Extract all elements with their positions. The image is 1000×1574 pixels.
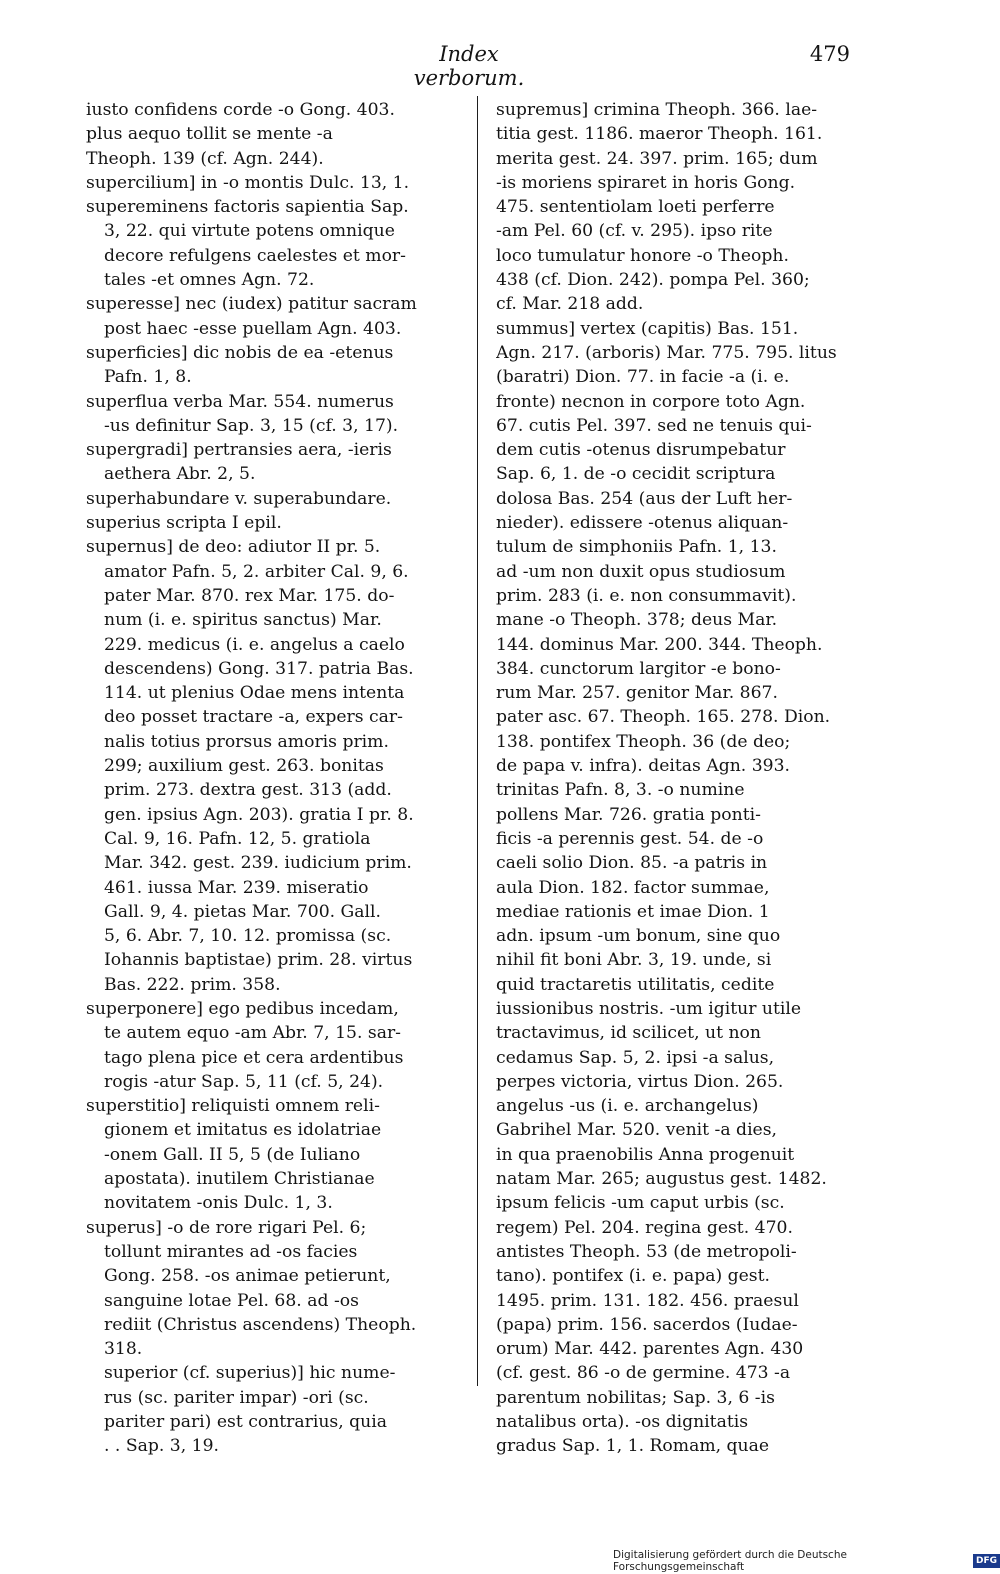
index-text-line: regem) Pel. 204. regina gest. 470.: [496, 1217, 793, 1238]
footer-credit: Digitalisierung gefördert durch die Deutsche Forschungsgemeinschaft: [613, 1549, 847, 1573]
index-text-line: merita gest. 24. 397. prim. 165; dum: [496, 148, 818, 169]
index-text-line: iusto confidens corde -o Gong. 403.: [86, 100, 395, 120]
page-number: 479: [809, 42, 850, 66]
index-text-line: apostata). inutilem Christianae: [104, 1169, 375, 1190]
index-text-line: nieder). edissere -otenus aliquan-: [496, 513, 789, 534]
index-text-line: angelus -us (i. e. archangelus): [496, 1096, 759, 1117]
index-entry-line: superius scripta I epil.: [86, 513, 282, 534]
index-text-line: tano). pontifex (i. e. papa) gest.: [496, 1266, 770, 1287]
index-text-line: gionem et imitatus es idolatriae: [104, 1120, 382, 1141]
index-text-line: rum Mar. 257. genitor Mar. 867.: [496, 683, 778, 704]
index-text-line: num (i. e. spiritus sanctus) Mar.: [104, 610, 382, 631]
running-title: Index verborum.: [413, 42, 525, 90]
index-text-line: supremus] crimina Theoph. 366. lae-: [496, 100, 818, 120]
index-text-line: in qua praenobilis Anna progenuit: [496, 1144, 795, 1165]
index-text-line: -am Pel. 60 (cf. v. 295). ipso rite: [496, 221, 773, 242]
index-text-line: mediae rationis et imae Dion. 1: [496, 901, 770, 922]
index-text-line: pollens Mar. 726. gratia ponti-: [496, 804, 761, 825]
index-text-line: Cal. 9, 16. Pafn. 12, 5. gratiola: [104, 828, 371, 849]
index-text-line: rus (sc. pariter impar) -ori (sc.: [104, 1387, 369, 1408]
index-text-line: mane -o Theoph. 378; deus Mar.: [496, 610, 778, 631]
index-text-line: novitatem -onis Dulc. 1, 3.: [104, 1193, 333, 1214]
index-text-line: . . Sap. 3, 19.: [104, 1436, 220, 1457]
index-text-line: -is moriens spiraret in horis Gong.: [496, 172, 796, 193]
index-text-line: 299; auxilium gest. 263. bonitas: [104, 756, 384, 777]
index-text-line: tractavimus, id scilicet, ut non: [496, 1023, 761, 1044]
index-text-line: descendens) Gong. 317. patria Bas.: [104, 658, 414, 679]
index-text-line: parentum nobilitas; Sap. 3, 6 -is: [496, 1387, 775, 1408]
index-text-line: Theoph. 139 (cf. Agn. 244).: [86, 148, 324, 169]
index-entry-line: superus] -o de rore rigari Pel. 6;: [86, 1217, 367, 1238]
index-text-line: -us definitur Sap. 3, 15 (cf. 3, 17).: [104, 415, 399, 436]
index-entry-line: supercilium] in -o montis Dulc. 13, 1.: [86, 172, 410, 193]
index-entry-line: supereminens factoris sapientia Sap.: [86, 197, 409, 218]
index-text-line: pater asc. 67. Theoph. 165. 278. Dion.: [496, 707, 831, 728]
index-text-line: (cf. gest. 86 -o de germine. 473 -a: [496, 1363, 791, 1384]
index-text-line: natalibus orta). -os dignitatis: [496, 1412, 749, 1433]
index-text-line: fronte) necnon in corpore toto Agn.: [496, 391, 806, 412]
index-text-line: pater Mar. 870. rex Mar. 175. do-: [104, 585, 395, 606]
index-entry-line: superhabundare v. superabundare.: [86, 488, 392, 509]
index-text-line: -onem Gall. II 5, 5 (de Iuliano: [104, 1144, 361, 1165]
index-text-line: Sap. 6, 1. de -o cecidit scriptura: [496, 464, 776, 485]
index-entry-line: supergradi] pertransies aera, -ieris: [86, 440, 392, 461]
index-entry-line: superflua verba Mar. 554. numerus: [86, 391, 394, 412]
index-text-line: aethera Abr. 2, 5.: [104, 464, 256, 485]
index-text-line: amator Pafn. 5, 2. arbiter Cal. 9, 6.: [104, 561, 409, 582]
index-text-line: titia gest. 1186. maeror Theoph. 161.: [496, 124, 823, 145]
index-text-line: Bas. 222. prim. 358.: [104, 974, 281, 995]
index-text-line: 384. cunctorum largitor -e bono-: [496, 658, 781, 679]
index-text-line: cedamus Sap. 5, 2. ipsi -a salus,: [496, 1047, 775, 1068]
index-text-line: Gall. 9, 4. pietas Mar. 700. Gall.: [104, 901, 381, 922]
index-text-line: quid tractaretis utilitatis, cedite: [496, 974, 775, 995]
index-text-line: 138. pontifex Theoph. 36 (de deo;: [496, 731, 791, 752]
index-text-line: caeli solio Dion. 85. -a patris in: [496, 853, 768, 874]
index-entry-line: supernus] de deo: adiutor II pr. 5.: [86, 537, 381, 558]
index-text-line: post haec -esse puellam Agn. 403.: [104, 318, 402, 339]
index-text-line: dem cutis -otenus disrumpebatur: [496, 440, 786, 461]
index-text-line: prim. 283 (i. e. non consummavit).: [496, 585, 797, 606]
index-text-line: tollunt mirantes ad -os facies: [104, 1241, 358, 1262]
index-text-line: tago plena pice et cera ardentibus: [104, 1047, 404, 1068]
index-text-line: tales -et omnes Agn. 72.: [104, 270, 315, 291]
index-text-line: nalis totius prorsus amoris prim.: [104, 731, 389, 752]
index-text-line: superior (cf. superius)] hic nume-: [104, 1363, 396, 1384]
index-text-line: de papa v. infra). deitas Agn. 393.: [496, 756, 791, 777]
index-text-line: 114. ut plenius Odae mens intenta: [104, 683, 405, 704]
index-text-line: 475. sententiolam loeti perferre: [496, 197, 775, 218]
index-text-line: summus] vertex (capitis) Bas. 151.: [496, 318, 799, 339]
index-text-line: 1495. prim. 131. 182. 456. praesul: [496, 1290, 799, 1311]
index-text-line: 438 (cf. Dion. 242). pompa Pel. 360;: [496, 270, 810, 291]
index-text-line: trinitas Pafn. 8, 3. -o numine: [496, 780, 745, 801]
index-text-line: 144. dominus Mar. 200. 344. Theoph.: [496, 634, 823, 655]
index-text-line: adn. ipsum -um bonum, sine quo: [496, 926, 781, 947]
index-text-line: gradus Sap. 1, 1. Romam, quae: [496, 1436, 770, 1457]
index-text-line: te autem equo -am Abr. 7, 15. sar-: [104, 1023, 401, 1044]
index-entry-line: superficies] dic nobis de ea -etenus: [86, 342, 394, 363]
index-text-line: 3, 22. qui virtute potens omnique: [104, 221, 395, 242]
index-text-line: Iohannis baptistae) prim. 28. virtus: [104, 950, 413, 971]
index-text-line: pariter pari) est contrarius, quia: [104, 1412, 387, 1433]
index-text-line: 229. medicus (i. e. angelus a caelo: [104, 634, 405, 655]
footer: [613, 1549, 1000, 1573]
index-text-line: Gong. 258. -os animae petierunt,: [104, 1266, 391, 1287]
index-text-line: perpes victoria, virtus Dion. 265.: [496, 1071, 784, 1092]
index-text-line: 461. iussa Mar. 239. miseratio: [104, 877, 369, 898]
index-text-line: nihil fit boni Abr. 3, 19. unde, si: [496, 950, 772, 971]
index-text-line: natam Mar. 265; augustus gest. 1482.: [496, 1169, 827, 1190]
index-text-line: plus aequo tollit se mente -a: [86, 124, 333, 145]
index-text-line: 318.: [104, 1339, 143, 1360]
index-text-line: ipsum felicis -um caput urbis (sc.: [496, 1193, 785, 1214]
index-entry-line: superesse] nec (iudex) patitur sacram: [86, 294, 417, 315]
index-text-line: dolosa Bas. 254 (aus der Luft her-: [496, 488, 793, 509]
index-text-line: antistes Theoph. 53 (de metropoli-: [496, 1241, 797, 1262]
index-text-line: decore refulgens caelestes et mor-: [104, 245, 406, 266]
index-text-line: ad -um non duxit opus studiosum: [496, 561, 786, 582]
index-text-line: Agn. 217. (arboris) Mar. 775. 795. litus: [496, 342, 837, 363]
index-text-line: aula Dion. 182. factor summae,: [496, 877, 770, 898]
index-text-line: tulum de simphoniis Pafn. 1, 13.: [496, 537, 777, 558]
right-column: [496, 98, 850, 1459]
index-text-line: 67. cutis Pel. 397. sed ne tenuis qui-: [496, 415, 812, 436]
index-text-line: deo posset tractare -a, expers car-: [104, 707, 403, 728]
index-text-line: (papa) prim. 156. sacerdos (Iudae-: [496, 1314, 798, 1335]
index-text-line: sanguine lotae Pel. 68. ad -os: [104, 1290, 359, 1311]
index-entry-line: superstitio] reliquisti omnem reli-: [86, 1096, 380, 1117]
column-divider: [477, 96, 478, 1386]
index-text-line: rogis -atur Sap. 5, 11 (cf. 5, 24).: [104, 1071, 384, 1092]
index-text-line: cf. Mar. 218 add.: [496, 294, 644, 315]
index-text-line: Mar. 342. gest. 239. iudicium prim.: [104, 853, 412, 874]
index-text-line: ficis -a perennis gest. 54. de -o: [496, 828, 764, 849]
page-header: [80, 40, 850, 90]
index-text-line: gen. ipsius Agn. 203). gratia I pr. 8.: [104, 804, 414, 825]
index-text-line: Pafn. 1, 8.: [104, 367, 192, 388]
index-text-line: rediit (Christus ascendens) Theoph.: [104, 1314, 417, 1335]
index-text-line: loco tumulatur honore -o Theoph.: [496, 245, 789, 266]
index-text-line: 5, 6. Abr. 7, 10. 12. promissa (sc.: [104, 926, 392, 947]
index-text-line: Gabrihel Mar. 520. venit -a dies,: [496, 1120, 778, 1141]
index-text-line: iussionibus nostris. -um igitur utile: [496, 998, 802, 1019]
dfg-logo: DFG: [973, 1554, 1000, 1568]
index-text-line: orum) Mar. 442. parentes Agn. 430: [496, 1339, 804, 1360]
left-column: [86, 98, 459, 1459]
index-text-line: prim. 273. dextra gest. 313 (add.: [104, 780, 392, 801]
index-text-line: (baratri) Dion. 77. in facie -a (i. e.: [496, 367, 790, 388]
index-entry-line: superponere] ego pedibus incedam,: [86, 998, 399, 1019]
